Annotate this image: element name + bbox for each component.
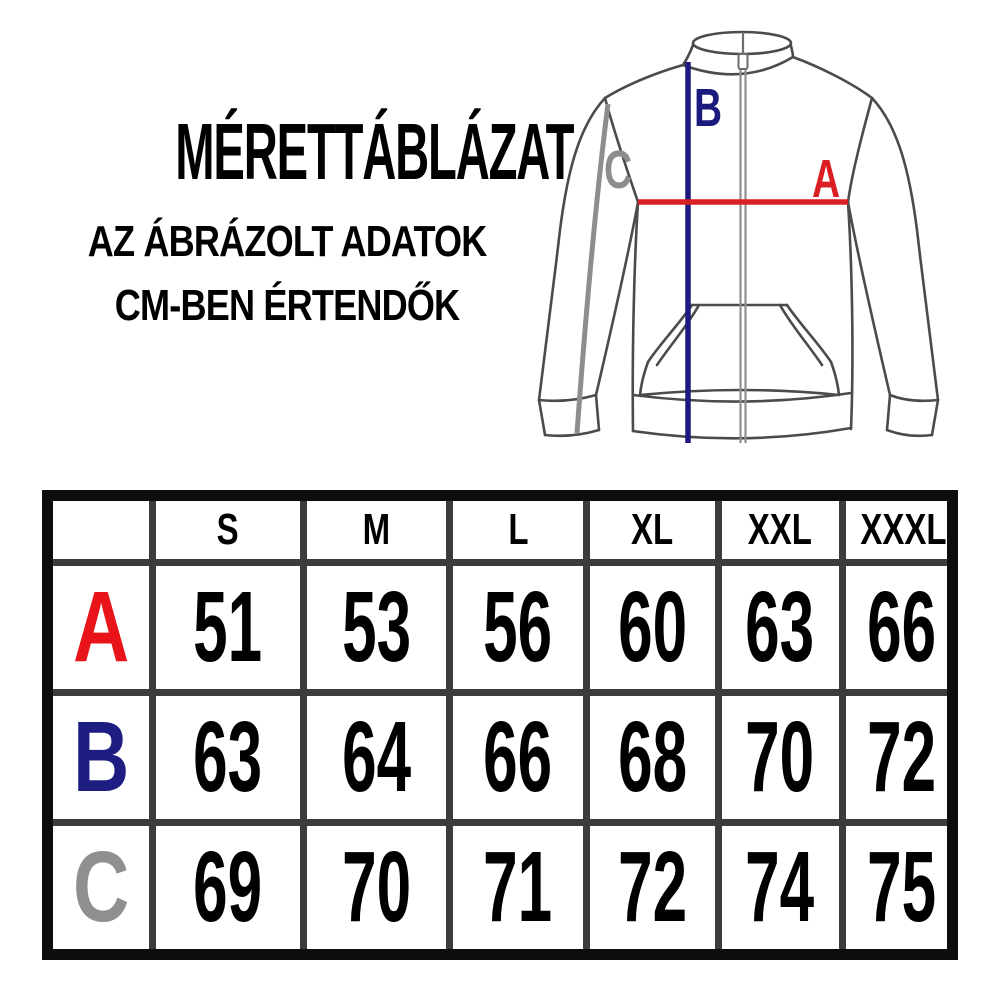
table-header-row [48,496,953,563]
measure-label-b: B [693,76,723,138]
size-value-cell: 71 [449,822,587,954]
size-value-cell: 75 [842,822,952,954]
size-column-header: XL [587,496,718,563]
size-value-cell: 74 [718,822,842,954]
size-value-cell: 70 [718,692,842,822]
size-column-header: L [449,496,587,563]
subtitle-block [37,215,537,343]
size-value-cell: 60 [587,563,718,693]
size-value-cell: 68 [587,692,718,822]
table-row-a [48,563,953,693]
measure-label-c: C [603,138,633,200]
size-table [42,490,958,960]
jacket-outline [539,32,938,438]
row-label-b: B [48,692,153,822]
row-label-a: A [48,563,153,693]
size-value-cell: 53 [304,563,450,693]
size-column-header: M [304,496,450,563]
subtitle-line-2: CM-BEN ÉRTENDŐK [114,281,460,330]
table-row-c [48,822,953,954]
zipper-pull [739,54,748,69]
size-value-cell: 63 [718,563,842,693]
subtitle-line-1: AZ ÁBRÁZOLT ADATOK [87,217,487,266]
size-value-cell: 70 [304,822,450,954]
size-value-cell: 72 [587,822,718,954]
heading-block [37,107,574,215]
size-column-header: XXXL [842,496,952,563]
zipper [741,32,746,443]
size-value-cell: 66 [449,692,587,822]
size-value-cell: 63 [152,692,303,822]
size-value-cell: 56 [449,563,587,693]
corner-cell [48,496,153,563]
pocket-right [780,305,839,395]
size-column-header: XXL [718,496,842,563]
size-value-cell: 64 [304,692,450,822]
size-value-cell: 51 [152,563,303,693]
size-value-cell: 66 [842,563,952,693]
row-label-c: C [48,822,153,954]
size-value-cell: 69 [152,822,303,954]
table-row-b [48,692,953,822]
jacket-diagram [520,5,970,465]
measure-label-a: A [811,147,841,209]
page-title: MÉRETTÁBLÁZAT [175,107,574,196]
size-value-cell: 72 [842,692,952,822]
size-column-header: S [152,496,303,563]
